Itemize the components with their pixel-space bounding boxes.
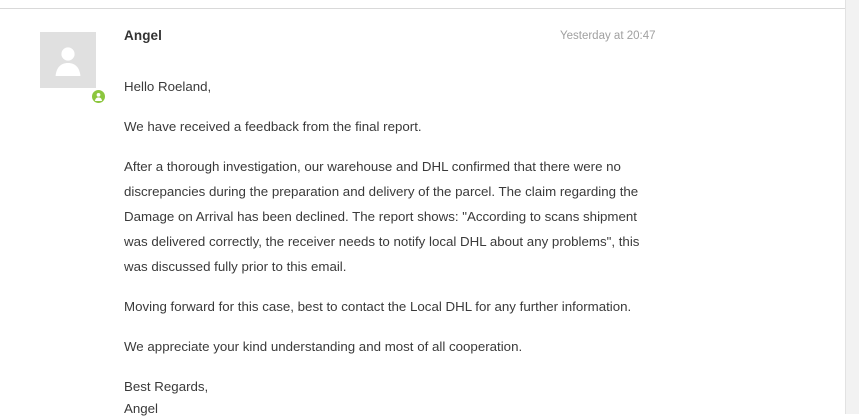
message-paragraph: We appreciate your kind understanding and most of all cooperation. <box>124 339 523 354</box>
message-header <box>124 28 684 50</box>
message-body <box>124 28 684 420</box>
message-paragraph: Moving forward for this case, best to contact the Local DHL for any further information. <box>124 299 632 314</box>
message-signature <box>124 376 684 420</box>
online-status-icon <box>90 88 107 105</box>
message-paragraph: We have received a feedback from the final report. <box>124 119 422 134</box>
scrollbar-track[interactable] <box>845 0 859 414</box>
message-timestamp: Yesterday at 20:47 <box>560 30 656 42</box>
message-sender-name[interactable]: Angel <box>124 28 163 43</box>
user-avatar-placeholder-icon <box>53 44 83 76</box>
avatar[interactable] <box>40 32 96 88</box>
signature-line: Angel <box>124 401 159 416</box>
message-paragraph: After a thorough investigation, our warehouse and DHL confirmed that there were no discrepancies during the preparation and delivery of the parcel. The claim regarding the Damage on Arrival has been declined. The report shows: "According to scans shipment was delivered correctly, the receiver needs to notify local DHL about any problems", this was discussed fully prior to this email. <box>124 159 640 274</box>
header-divider <box>0 8 859 9</box>
presence-user-glyph-icon <box>94 92 103 101</box>
avatar-image[interactable] <box>40 32 96 88</box>
message-paragraph: Hello Roeland, <box>124 79 212 94</box>
signature-line: Best Regards, <box>124 379 209 394</box>
